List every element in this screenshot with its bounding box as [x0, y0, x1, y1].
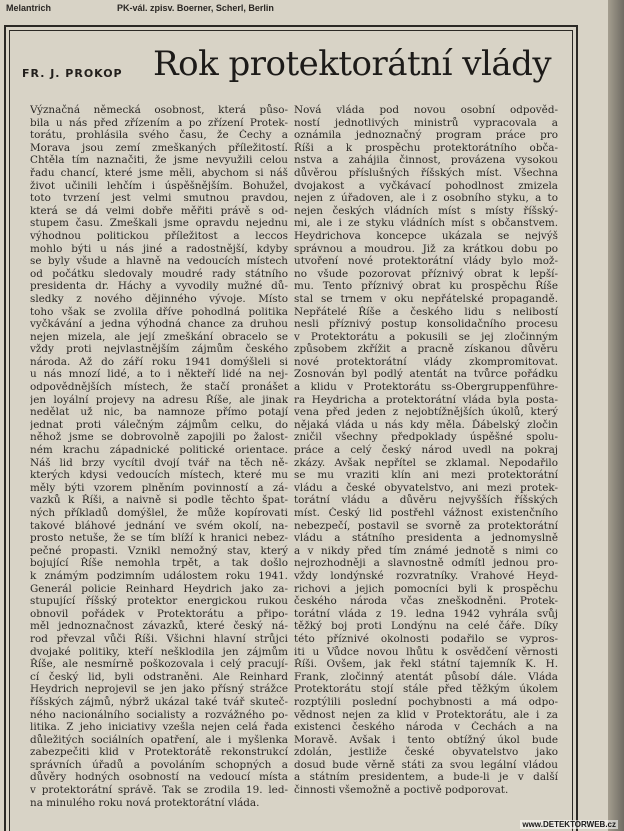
article-line: život učinili lehčím i úspěšnějším. Bohužel,: [30, 179, 288, 192]
article-line: obnovil pořádek v Protektorátu a připo-: [30, 607, 288, 620]
article-line: říšských zájmů, nýbrž ukázal také tvář skuteč-: [30, 695, 288, 708]
article-line: Heydrichova koncepce ukázala se nejvýš: [294, 229, 558, 242]
article-line: nějaká vláda u nás kdy měla. Ďábelský zločin: [294, 418, 558, 431]
article-line: existenci českého národa v Čechách a na: [294, 721, 558, 734]
article-line: ra Heydricha a protektorátní vláda byla posta-: [294, 393, 558, 406]
article-line: těžký boj proti Londýnu na celé čáře. Díky: [294, 620, 558, 633]
article-line: no všude pozorovat příznivý obrat k lepší-: [294, 267, 558, 280]
article-line: toho však se zvolila dříve pohodlná politika: [30, 305, 288, 318]
article-line: oznámila jednoznačný program práce pro: [294, 129, 558, 142]
article-line: míst. Český lid postřehl vážnost existenčního: [294, 507, 558, 519]
article-line: presidenta dr. Háchy a vyvodily mužné dů-: [30, 280, 288, 293]
article-line: v Protektorátu a pokusili se jej zločinným: [294, 330, 558, 343]
article-line: jednat proti válečným zájmům celku, do: [30, 418, 288, 431]
article-line: činnosti všemožně a poctivě podporovat.: [294, 784, 509, 797]
article-line: u nás mnozí lidé, a to i někteří lidé na nej-: [30, 368, 288, 381]
article-line: zabezpečiti klid v Protektorátě rekonstrukcí: [30, 746, 288, 759]
article-line: stupem času. Zmeškali jsme opravdu nejednu: [30, 217, 288, 230]
article-line: Chtěla tím naznačiti, že jsme nevyužili celou: [30, 154, 288, 167]
article-line: správnou a moudrou. Již za krátkou dobu po: [294, 242, 558, 255]
article-line: na minulého roku nová protektorátní vláda.: [30, 796, 260, 809]
article-line: nejen českých vládních míst s místy říšský-: [294, 204, 558, 217]
article-line: dvojakost a vyčkávací pohodlnost zmizela: [294, 179, 558, 192]
article-line: Říše, ale nesmírně poškozovala i celý pracují-: [30, 658, 288, 671]
article-line: práce a celý český národ uvedl na pokraj: [294, 444, 558, 457]
article-line: českého národa včas zneškodněni. Protek-: [294, 595, 558, 608]
article-line: výhodnou politickou příležitost a leccos: [30, 229, 288, 242]
article-line: kterých kdysi vedoucích místech, které mu: [30, 469, 288, 482]
article-line: bojující Říše nemohla trpět, a tak došlo: [30, 557, 288, 570]
article-line: vyčkávání a jedna výhodná chance za druhou: [30, 318, 288, 331]
article-line: Význačná německá osobnost, která půso-: [30, 104, 288, 116]
article-line: něhož jsme se dobrovolně zapojili po žalost-: [30, 431, 288, 444]
article-byline: FR. J. PROKOP: [22, 67, 123, 80]
article-line: způsobem zkřížit a pracně získanou důvěru: [294, 343, 558, 356]
article-line: bila u nás před zřízením a po zřízení Protek-: [30, 116, 288, 129]
article-column-left: [30, 104, 288, 809]
article-line: zdolán, jestliže české obyvatelstvo jako: [294, 746, 558, 759]
article-line: ném krachu západnické politické orientace.: [30, 444, 288, 457]
article-line: Heydrich neprojevil se jen jako přísný strážce: [30, 683, 288, 696]
article-line: Nová vláda pod novou osobní odpověd-: [294, 104, 558, 116]
article-line: Říši a k prospěchu protektorátního obča-: [294, 141, 558, 154]
article-column-right: [294, 104, 558, 797]
article-line: a státním presidentem, a bude-li je v další: [294, 771, 558, 784]
article-line: nesli příznivý postup konsolidačního procesu: [294, 318, 558, 331]
article-line: a v nikdy před tím známé jednotě s nimi co: [294, 544, 558, 557]
article-line: torátu, prohlásila svého času, že Čechy a: [30, 129, 288, 142]
article-line: se mu vraziti klín ani mezi protektorátní: [294, 469, 558, 482]
article-line: vždy londýnské rozvratníky. Vrahové Heyd-: [294, 569, 558, 582]
article-line: dvojaké politiky, kteří nešklodila jen zájmům: [30, 645, 288, 658]
article-line: nejen mizela, ale její zmeškání obracelo se: [30, 330, 288, 343]
article-line: rod převzal vůči Říši. Všichni hlavní strůjci: [30, 632, 288, 645]
article-line: důvěry hodných osobností na vedoucí místa: [30, 771, 288, 784]
article-line: vazků k Říši, a naivně si podle těchto špat-: [30, 494, 288, 507]
article-line: zničil všechny předpoklady úspěšné spolu-: [294, 431, 558, 444]
article-line: Moravě. Avšak i tento obtížný úkol bude: [294, 733, 558, 746]
article-line: nejen z úřadoven, ale i z osobního styku, a to: [294, 192, 558, 205]
article-line: nové protektorátní vlády zkompromitovat.: [294, 355, 558, 368]
article-line: torátní vládu a důvěru nejvyšších říšských: [294, 494, 558, 507]
article-line: se byly všude a hlavně na vedoucích místech: [30, 255, 288, 268]
article-line: takové bláhové jednání ve svém okolí, na-: [30, 519, 288, 532]
article-line: měly býti vzorem plněním povinností a zá-: [30, 481, 288, 494]
article-line: jen loyální projevy na adresu Říše, ale jinak: [30, 393, 288, 406]
article-line: mohlo býti u nás jiné a radostnější, kdyby: [30, 242, 288, 255]
article-line: litika. Z jeho iniciativy vzešla nejen celá řada: [30, 721, 288, 734]
masthead-photo-credit: PK-vál. zpisv. Boerner, Scherl, Berlin: [117, 3, 274, 13]
article-line: rozptýlili poslední pochybnosti a má odpo-: [294, 695, 558, 708]
article-line: vždy proti nejvlastnějším zájmům českého: [30, 343, 288, 356]
article-line: od počátku sledovaly moudré rady státního: [30, 267, 288, 280]
article-line: správních úřadů a povoláním schopných a: [30, 758, 288, 771]
masthead-publisher: Melantrich: [6, 3, 52, 13]
article-line: prosto netuše, že se tím blíží k hranici nebez-: [30, 532, 288, 545]
article-line: národa. Až do září roku 1941 domýšleli si: [30, 355, 288, 368]
article-line: Zosnován byl podlý atentát na tvůrce pořádku: [294, 368, 558, 381]
article-line: vládu a státního presidenta a jednomyslně: [294, 532, 558, 545]
article-line: odpovědnějších místech, že stačí pronášet: [30, 381, 288, 394]
article-line: pečné propasti. Vznikl nemožný stav, který: [30, 544, 288, 557]
article-line: iti u Vůdce novou lhůtu k osvědčení věrnosti: [294, 645, 558, 658]
article-title: Rok protektorátní vlády: [153, 44, 552, 84]
article-line: která se dá velmi dobře měřiti právě s od-: [30, 204, 288, 217]
article-line: důležitých sociálních opatření, ale i myšlenka: [30, 733, 288, 746]
article-line: vědnost nejen za klid v Protektorátu, ale i za: [294, 708, 558, 721]
adjacent-page-edge: [608, 0, 624, 831]
article-line: utvoření nové protektorátní vlády bylo mož-: [294, 255, 558, 268]
article-line: mu. Tento příznivý obrat ku prospěchu Říše: [294, 280, 558, 293]
article-line: stal se trnem v oku nepřátelské propagandě.: [294, 292, 558, 305]
article-line: cí český lid, byli odstraněni. Ale Reinhard: [30, 670, 288, 683]
article-line: Protektorátu stojí stále před těžkým úkolem: [294, 683, 558, 696]
article-line: sledky z nového dějinného vývoje. Místo: [30, 292, 288, 305]
article-line: k známým podzimním událostem roku 1941.: [30, 569, 288, 582]
article-line: Náš lid brzy vycítil dvojí tvář na těch ně-: [30, 456, 288, 469]
article-line: ných příkladů domýšlel, že může kopírovati: [30, 507, 288, 519]
article-line: v protektorátní správě. Tak se zrodila 19. led-: [30, 784, 288, 797]
article-line: vládu a české obyvatelstvo, ani mezi protek-: [294, 481, 558, 494]
article-line: řadu chancí, které jsme měli, abychom si náš: [30, 166, 288, 179]
article-line: mi, ale i ze styku vládních míst s občanstvem.: [294, 217, 558, 230]
article-line: Nepřátelé Říše a českého lidu s nelibostí: [294, 305, 558, 318]
article-line: a klidu v Protektorátu ss-Obergruppenführe-: [294, 381, 558, 394]
article-line: nebezpečí, postavil se svorně za protektorátní: [294, 519, 558, 532]
article-line: toto tvrzení jest velmi smutnou pravdou,: [30, 192, 288, 205]
article-line: nstva a zahájila činnost, provázena vysokou: [294, 154, 558, 167]
article-line: Říši. Ovšem, jak řekl státní tajemník K. H.: [294, 658, 558, 671]
article-line: torátní vláda z 19. ledna 1942 vyhrála svůj: [294, 607, 558, 620]
article-line: Morava jsou zemí zmeškaných příležitostí.: [30, 141, 288, 154]
article-line: richovi a jejich pomocníci byli k prospěchu: [294, 582, 558, 595]
article-line: důvěrou příslušných říšských míst. Všechna: [294, 166, 558, 179]
article-line: vena před jeden z nejobtížnějších úkolů, který: [294, 406, 558, 419]
article-line: Frank, zločinný atentát působí dále. Vláda: [294, 670, 558, 683]
article-line: nedělat už nic, ba namnoze přímo potají: [30, 406, 288, 419]
article-line: Generál policie Reinhard Heydrich jako za-: [30, 582, 288, 595]
article-line: nejrozhodněji a slavnostně odmítl jednou pro-: [294, 557, 558, 570]
article-line: této příznivé okolnosti podařilo se vypros-: [294, 632, 558, 645]
article-line: ného nacionálního socialisty a rozvážného po-: [30, 708, 288, 721]
article-line: měl jednoznačnost závazků, které český ná-: [30, 620, 288, 633]
article-line: zkázy. Avšak nepřítel se zklamal. Nepodařilo: [294, 456, 558, 469]
watermark: www.DETEKTORWEB.cz: [522, 820, 616, 829]
masthead: [4, 0, 604, 18]
article-line: dosud bude věrně státi za svou legální vládou: [294, 758, 558, 771]
article-line: stupující říšský protektor energickou rukou: [30, 595, 288, 608]
article-line: ností jednotlivých ministrů vypracovala a: [294, 116, 558, 129]
